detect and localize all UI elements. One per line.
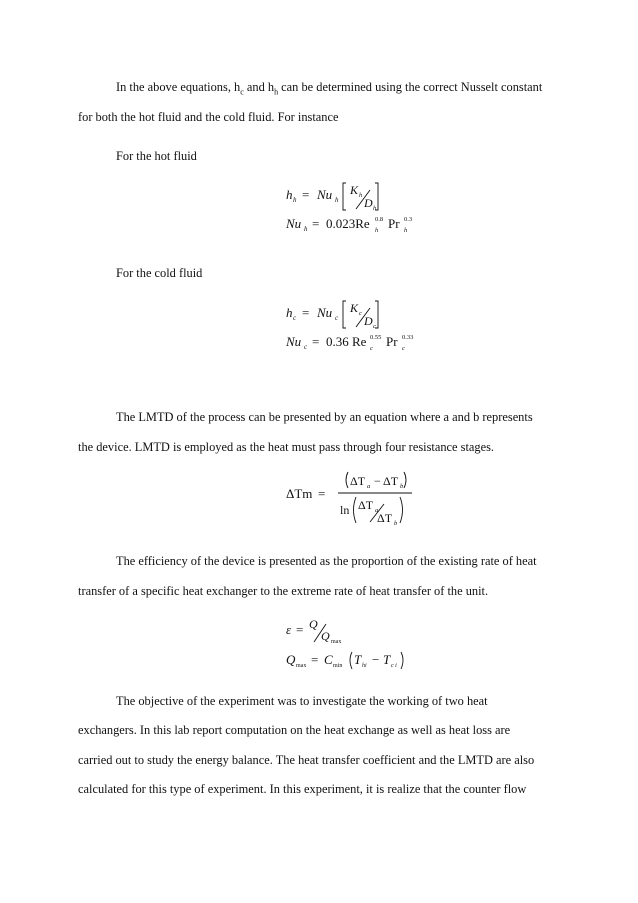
lmtd-num-a: a: [367, 483, 371, 490]
cold-fluid-label: For the cold fluid: [116, 266, 203, 280]
eff-eq2: =: [311, 652, 319, 667]
para1-line2: for both the hot fluid and the cold fluid. For instance: [78, 110, 339, 124]
lmtd-den-dta: ΔT: [358, 498, 374, 512]
hot-h-sub: h: [293, 196, 297, 204]
hot-pr: Pr: [388, 216, 400, 231]
eff-eq: =: [296, 622, 304, 637]
hot-eq2: =: [312, 216, 320, 231]
cold-re-exp: 0.55: [370, 334, 382, 341]
para1-sub-c: c: [240, 87, 244, 97]
eff-lparen: [350, 652, 352, 669]
equation-lmtd-svg: [284, 470, 434, 528]
hot-nu2-sub: h: [304, 225, 308, 233]
cold-nu-sub: c: [335, 314, 339, 322]
hot-k: K: [350, 183, 359, 197]
hot-re-sub: h: [375, 227, 379, 234]
cold-nu2-sub: c: [304, 343, 308, 351]
para2-line1: The LMTD of the process can be presented by an equation where a and b represents: [116, 410, 533, 424]
eff-q: Q: [309, 617, 318, 631]
equation-cold-fluid: [280, 298, 440, 358]
para3-line1: The efficiency of the device is presented as the proportion of the existing rate of heat: [116, 554, 537, 568]
equation-efficiency: [284, 614, 424, 672]
equation-hot-svg: [280, 180, 440, 240]
lmtd-num-b: b: [400, 483, 404, 490]
lmtd-den-b: b: [394, 520, 398, 527]
eff-q2: Q: [286, 652, 296, 667]
cold-pr: Pr: [386, 334, 398, 349]
para4-line2: exchangers. In this lab report computation on the heat exchange as well as heat loss are: [78, 723, 511, 737]
hot-d: D: [364, 196, 373, 210]
hot-k-sub: h: [359, 192, 363, 199]
para1-text-c: can be determined using the correct Nusselt constant: [278, 80, 543, 94]
cold-re-sub: c: [370, 345, 373, 352]
cold-eq2: =: [312, 334, 320, 349]
cold-coef: 0.36 Re: [326, 334, 367, 349]
cold-h: h: [286, 305, 293, 320]
eff-c: C: [324, 652, 333, 667]
lmtd-num-dta: ΔT: [350, 474, 366, 488]
cold-eq: =: [302, 305, 310, 320]
hot-d-sub: h: [373, 205, 377, 212]
hot-nu: Nu: [317, 187, 333, 202]
lmtd-num-lparen: [346, 472, 348, 488]
lmtd-den-rparen: [400, 497, 403, 523]
para1-text-b: and h: [243, 80, 275, 94]
eff-qmax: Q: [321, 629, 330, 643]
para3-line2: transfer of a specific heat exchanger to the extreme rate of heat transfer of the unit.: [78, 584, 489, 598]
lmtd-den-lparen: [354, 497, 357, 523]
eff-th-sub: hi: [362, 663, 367, 669]
equation-eff-svg: [284, 614, 424, 672]
lmtd-num-rparen: [404, 472, 406, 488]
cold-k-sub: c: [359, 310, 362, 317]
hot-coef: 0.023Re: [326, 216, 370, 231]
eff-eps: ε: [286, 622, 292, 637]
para1-text-a: In the above equations, h: [116, 80, 241, 94]
eff-minus: −: [372, 652, 380, 667]
equation-cold-svg: [280, 298, 440, 358]
hot-eq: =: [302, 187, 310, 202]
cold-pr-exp: 0.33: [402, 334, 414, 341]
lmtd-delta-t: ΔTm: [286, 486, 313, 501]
para1-line1: [116, 79, 542, 100]
hot-h: h: [286, 187, 293, 202]
eff-tc: T: [383, 652, 391, 667]
para4-line3: carried out to study the energy balance. The heat transfer coefficient and the LMTD are also: [78, 753, 535, 767]
cold-d: D: [364, 314, 373, 328]
lmtd-den-a: a: [375, 507, 379, 514]
para4-line4: calculated for this type of experiment. In this experiment, it is realize that the counter flow: [78, 782, 527, 796]
cold-left-bracket: [343, 301, 346, 328]
cold-nu2: Nu: [286, 334, 302, 349]
eff-th: T: [354, 652, 362, 667]
hot-pr-sub: h: [404, 227, 408, 234]
hot-nu-sub: h: [335, 196, 339, 204]
eff-q2-sub: max: [296, 663, 307, 669]
cold-d-sub: c: [373, 323, 376, 330]
hot-pr-exp: 0.3: [404, 216, 413, 223]
cold-pr-sub: c: [402, 345, 405, 352]
eff-max: max: [331, 639, 342, 645]
hot-nu2: Nu: [286, 216, 302, 231]
hot-left-bracket: [343, 183, 346, 210]
cold-h-sub: c: [293, 314, 297, 322]
lmtd-num-dtb: ΔT: [383, 474, 399, 488]
para1-sub-h: h: [274, 87, 279, 97]
hot-re-exp: 0.8: [375, 216, 384, 223]
cold-nu: Nu: [317, 305, 333, 320]
eff-rparen: [401, 652, 403, 669]
lmtd-eq: =: [318, 486, 326, 501]
hot-fluid-label: For the hot fluid: [116, 149, 197, 163]
para2-line2: the device. LMTD is employed as the heat must pass through four resistance stages.: [78, 440, 495, 454]
equation-hot-fluid: [280, 180, 440, 240]
cold-k: K: [350, 301, 359, 315]
eff-c-sub: min: [333, 663, 343, 669]
lmtd-num-minus: −: [374, 474, 381, 488]
lmtd-ln: ln: [340, 503, 350, 517]
equation-lmtd: [284, 470, 434, 528]
lmtd-den-dtb: ΔT: [377, 511, 393, 525]
eff-tc-sub: c i: [391, 663, 397, 669]
para4-line1: The objective of the experiment was to investigate the working of two heat: [116, 694, 488, 708]
